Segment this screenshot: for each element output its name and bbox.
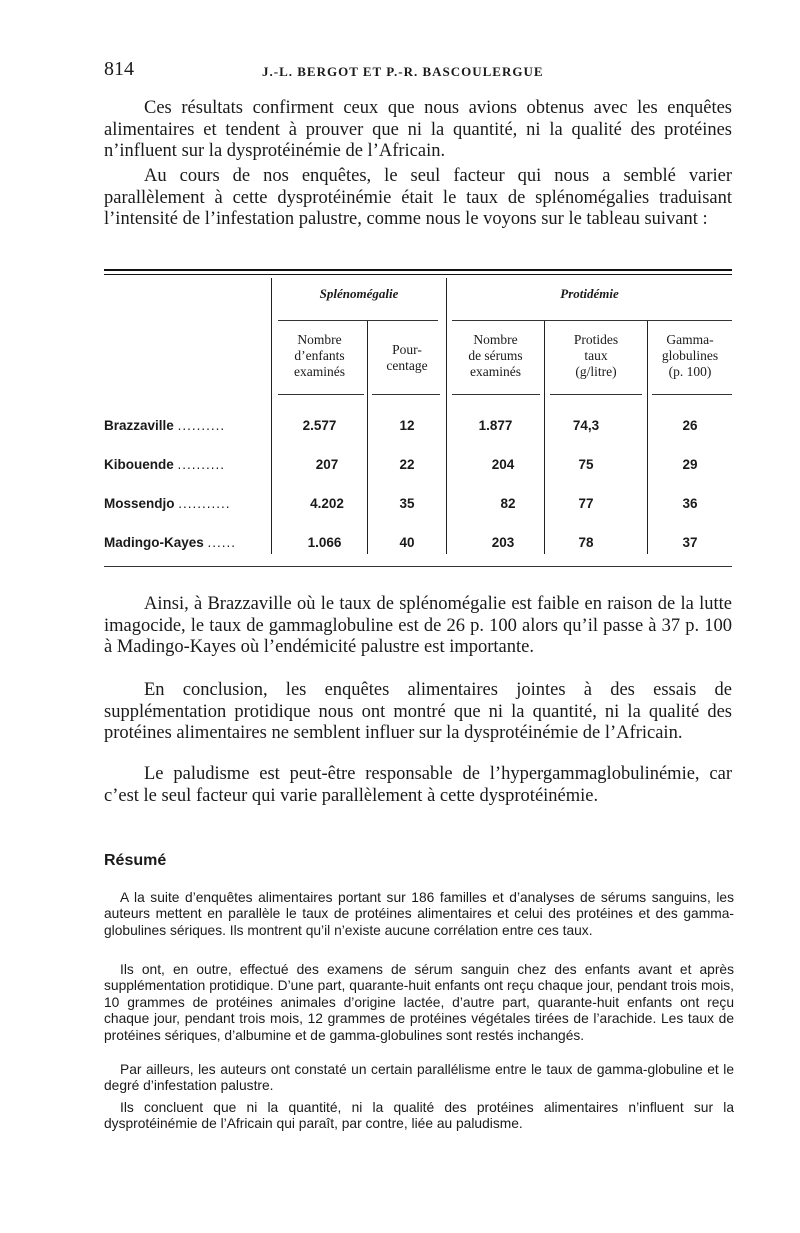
- table-cell: 204: [491, 457, 515, 472]
- summary-paragraph-2: Ils ont, en outre, effectué des examens de sérum sanguin chez des enfants avant et après supplémentation protidique. D’une part, quarante-huit enfants ont reçu chaque jour, pendant trois mois, 10 grammes de protéines animales d’origine lactée, d’autre part, quarante-huit enfants ont reçu chaque jour, pendant trois mois, 12 grammes de protéines végétales tirées de l’arachide. Les taux de protéines sériques, d’albumine et de gamma-globulines sont restés inchangés.: [104, 962, 734, 1043]
- page-number: 814: [104, 58, 134, 80]
- body-paragraph-1: Ces résultats confirment ceux que nous avions obtenus avec les enquêtes alimentaires et tendent à prouver que ni la quantité, ni la qualité des protéines n’influent sur la dysprotéinémie de l’Africain.: [104, 98, 732, 161]
- table-hline: [278, 394, 364, 395]
- summary-paragraph-3: Par ailleurs, les auteurs ont constaté un certain parallélisme entre le taux de gamma-globuline et le degré d’infestation palustre.: [104, 1062, 734, 1094]
- table-cell: 74,3: [572, 418, 600, 433]
- table-cell: 26: [682, 418, 698, 433]
- table-hline: [452, 394, 540, 395]
- table-cell: 35: [399, 496, 415, 511]
- table-hline: [452, 320, 732, 321]
- table-cell: 82: [500, 496, 516, 511]
- table-hline: [372, 394, 440, 395]
- running-title: J.-L. BERGOT ET P.-R. BASCOULERGUE: [262, 64, 544, 79]
- column-header-nombre-enfants: Nombre d’enfants examinés: [294, 332, 345, 379]
- body-paragraph-2: Au cours de nos enquêtes, le seul facteur qui nous a semblé varier parallèlement à cette dysprotéinémie était le taux de splénomégalies traduisant l’intensité de l’infestation palustre, comme nous le voyons sur le tableau suivant :: [104, 166, 732, 229]
- table-cell: 203: [491, 535, 515, 550]
- row-label: Mossendjo ...........: [104, 496, 231, 511]
- table-cell: 4.202: [310, 496, 344, 511]
- table-cell: 207: [315, 457, 339, 472]
- page-header: [104, 58, 734, 82]
- body-paragraph-5: Le paludisme est peut-être responsable de l’hypergammaglobulinémie, car c’est le seul facteur qui varie parallèlement à cette dysprotéinémie.: [104, 764, 732, 806]
- table-cell: 36: [682, 496, 698, 511]
- summary-title: Résumé: [104, 852, 167, 869]
- table-hline: [550, 394, 642, 395]
- column-header-nombre-serums: Nombre de sérums examinés: [468, 332, 523, 379]
- table-cell: 12: [399, 418, 415, 433]
- table-cell: 40: [399, 535, 415, 550]
- table-cell: 78: [578, 535, 594, 550]
- table-top-rule-2: [104, 274, 732, 275]
- table-vline: [446, 278, 447, 554]
- body-paragraph-3: Ainsi, à Brazzaville où le taux de splénomégalie est faible en raison de la lutte imagocide, le taux de gammaglobuline est de 26 p. 100 alors qu’il passe à 37 p. 100 à Madingo-Kayes où l’endémicité palustre est importante.: [104, 594, 732, 657]
- summary-paragraph-1: A la suite d’enquêtes alimentaires portant sur 186 familles et d’analyses de sérums sanguins, les auteurs mettent en parallèle le taux de protéines alimentaires et celui des protéines et des gamma-globulines sériques. Ils montrent qu’il n’existe aucune corrélation entre ces taux.: [104, 890, 734, 938]
- table-cell: 29: [682, 457, 698, 472]
- table-bottom-rule: [104, 566, 732, 567]
- row-label: Kibouende ..........: [104, 457, 226, 472]
- group-header-protidemie: Protidémie: [560, 286, 619, 301]
- group-header-splenomegalie: Splénomégalie: [319, 286, 399, 301]
- column-header-pourcentage: Pour- centage: [386, 342, 428, 373]
- table-cell: 77: [578, 496, 594, 511]
- row-label: Madingo-Kayes ......: [104, 535, 237, 550]
- row-label: Brazzaville ..........: [104, 418, 226, 433]
- body-paragraph-4: En conclusion, les enquêtes alimentaires jointes à des essais de supplémentation protidique nous ont montré que ni la quantité, ni la qualité des protéines alimentaires ne semblent influer sur la dysprotéinémie de l’Africain.: [104, 680, 732, 743]
- summary-paragraph-4: Ils concluent que ni la quantité, ni la qualité des protéines alimentaires n’influent sur la dysprotéinémie de l’Africain qui paraît, par contre, liée au paludisme.: [104, 1100, 734, 1132]
- table-cell: 37: [682, 535, 698, 550]
- column-header-gamma-globulines: Gamma- globulines (p. 100): [661, 332, 719, 379]
- table-cell: 1.877: [478, 418, 513, 433]
- table-cell: 2.577: [302, 418, 337, 433]
- table-cell: 22: [399, 457, 415, 472]
- column-header-protides: Protides taux (g/litre): [573, 332, 619, 379]
- table-hline: [278, 320, 438, 321]
- table-cell: 1.066: [307, 535, 342, 550]
- table-cell: 75: [578, 457, 594, 472]
- table-hline: [652, 394, 732, 395]
- table-top-rule: [104, 269, 732, 271]
- table-vline: [271, 278, 272, 554]
